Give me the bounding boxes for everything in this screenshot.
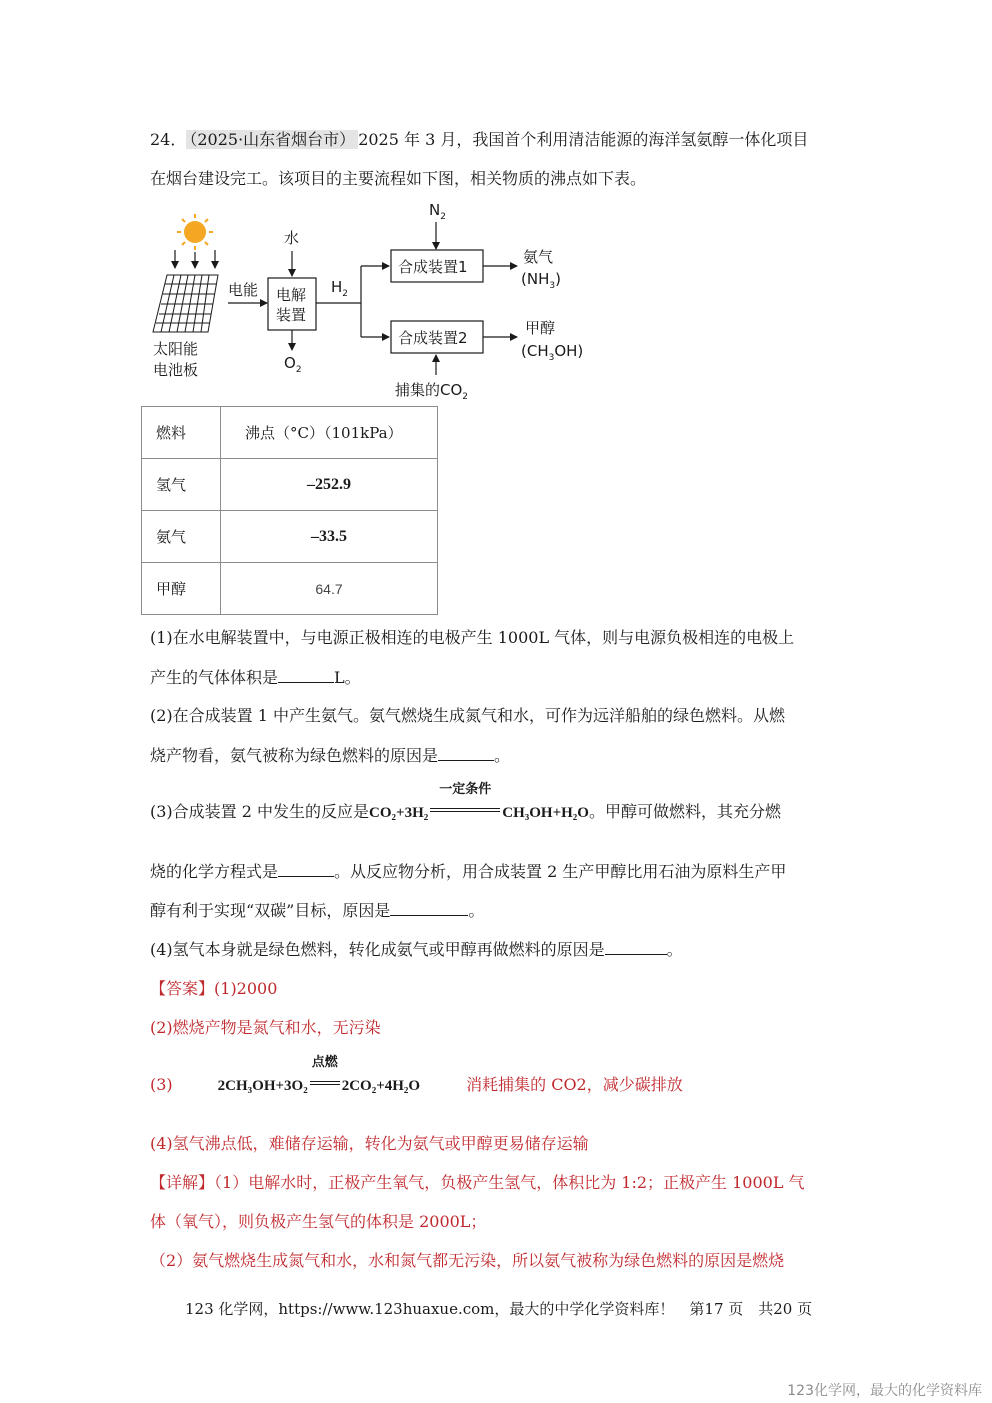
detail-label: 【详解】	[150, 1173, 215, 1192]
table-row	[142, 511, 438, 563]
q3-equation-left: CO₂+3H₂	[369, 805, 429, 821]
table-cell-bp: –252.9	[221, 459, 438, 511]
q3-equation-right: CH₃OH+H₂O	[502, 805, 589, 821]
table-cell-fuel: 氢气	[142, 459, 221, 511]
q3-text-d: 。从反应物分析，用合成装置 2 生产甲醇比用石油为原料生产甲	[334, 862, 787, 881]
question-intro-2: 在烟台建设完工。该项目的主要流程如下图，相关物质的沸点如下表。	[150, 169, 647, 188]
q2-line-1: (2)在合成装置 1 中产生氨气。氨气燃烧生成氮气和水，可作为远洋船舶的绿色燃料。从燃	[150, 706, 786, 725]
question-header	[150, 128, 808, 152]
q3-line-2	[150, 859, 786, 884]
table-header-row	[142, 407, 438, 459]
answer-3-condition-text: 点燃	[311, 1055, 338, 1070]
question-number: 24．	[150, 130, 187, 149]
q4-end: 。	[666, 940, 683, 959]
q2-line-2	[150, 743, 510, 768]
table-cell-fuel: 氨气	[142, 511, 221, 563]
table-cell-bp: 64.7	[221, 563, 438, 615]
boiling-point-table	[141, 406, 438, 615]
q1-unit: L。	[334, 668, 361, 687]
n2-label: $N_2$	[429, 201, 446, 222]
q3-text-b: 。甲醇可做燃料，其充分燃	[588, 802, 781, 821]
q3-equation-condition	[430, 782, 500, 817]
process-flow-diagram	[145, 200, 615, 405]
q1-line-1: (1)在水电解装置中，与电源正极相连的电极产生 1000L 气体，则与电源负极相连的电极上	[150, 628, 795, 647]
answer-3-equation-left: 2CH₃OH+3O₂	[217, 1078, 308, 1094]
detail-line-3: （2）氨气燃烧生成氮气和水，水和氮气都无污染，所以氨气被称为绿色燃料的原因是燃烧	[150, 1251, 785, 1270]
q3-text-c: 烧的化学方程式是	[150, 862, 279, 881]
sunlight-arrows	[175, 250, 215, 268]
product1-formula: $(NH_3)$	[521, 270, 561, 291]
synthesis-label-1: 合成装置1	[398, 258, 468, 276]
product2-name: 甲醇	[525, 319, 556, 337]
q1-line-2	[150, 665, 361, 690]
q3-line-1	[150, 782, 781, 825]
electrolysis-label-2: 装置	[276, 306, 307, 324]
product2-formula: $(CH_3OH)$	[521, 342, 584, 363]
table-row	[142, 459, 438, 511]
panel-label-2: 电池板	[153, 361, 199, 379]
watermark: 123化学网，最大的化学资料库	[787, 1383, 982, 1399]
answer-blank	[278, 859, 334, 877]
answer-1	[150, 977, 277, 1001]
table-cell-bp: –33.5	[221, 511, 438, 563]
answer-blank	[438, 743, 494, 761]
q4-line	[150, 937, 683, 962]
panel-label-1: 太阳能	[153, 340, 199, 358]
answer-3-note: 消耗捕集的 CO2，减少碳排放	[466, 1075, 683, 1094]
table-header-fuel: 燃料	[142, 407, 221, 459]
q3-end: 。	[468, 901, 485, 920]
answer-label: 【答案】	[150, 979, 215, 998]
detail-line-2: 体（氧气），则负极产生氢气的体积是 2000L；	[150, 1212, 487, 1231]
co2-label: 捕集的$CO_2$	[395, 381, 469, 402]
sun-icon	[177, 214, 213, 250]
detail-line-1	[150, 1171, 805, 1195]
answer-blank	[390, 898, 468, 916]
answer-blank	[278, 665, 334, 683]
table-header-bp: 沸点（°C）（101kPa）	[221, 407, 438, 459]
q3-condition-text: 一定条件	[439, 782, 492, 797]
q2-text: 烧产物看，氨气被称为绿色燃料的原因是	[150, 746, 439, 765]
power-label: 电能	[228, 281, 259, 299]
source-tag: （2025·山东省烟台市）	[186, 130, 358, 149]
answer-blank	[605, 937, 667, 955]
product1-name: 氨气	[523, 248, 554, 266]
answer-3	[150, 1055, 683, 1098]
answer-1-text: (1)2000	[214, 979, 278, 998]
table-cell-fuel: 甲醇	[142, 563, 221, 615]
q1-text: 产生的气体体积是	[150, 668, 279, 687]
q3-text-e: 醇有利于实现“双碳”目标，原因是	[150, 901, 391, 920]
solar-panel-icon	[153, 275, 218, 332]
page-footer: 123 化学网，https://www.123huaxue.com，最大的中学化学资料库！ 第17 页 共20 页	[185, 1300, 813, 1318]
detail-1-text: （1）电解水时，正极产生氧气，负极产生氢气，体积比为 1:2；正极产生 1000L 气	[214, 1173, 805, 1192]
o2-label: $O_2$	[284, 354, 302, 375]
synthesis-label-2: 合成装置2	[398, 329, 468, 347]
q2-end: 。	[494, 746, 511, 765]
q4-text: (4)氢气本身就是绿色燃料，转化成氨气或甲醇再做燃料的原因是	[150, 940, 605, 959]
q3-text: (3)合成装置 2 中发生的反应是	[150, 802, 370, 821]
answer-3-label: (3)	[150, 1075, 173, 1094]
question-intro-1: 2025 年 3 月，我国首个利用清洁能源的海洋氢氨醇一体化项目	[358, 130, 809, 149]
answer-2: (2)燃烧产物是氮气和水，无污染	[150, 1018, 381, 1037]
q3-line-3	[150, 898, 484, 923]
answer-3-equation-right: 2CO₂+4H₂O	[341, 1078, 421, 1094]
water-label: 水	[284, 229, 300, 247]
h2-label: $H_2$	[331, 278, 349, 299]
answer-4: (4)氢气沸点低，难储存运输，转化为氨气或甲醇更易储存运输	[150, 1134, 589, 1153]
table-row	[142, 563, 438, 615]
answer-3-equation-condition	[310, 1055, 340, 1090]
electrolysis-label-1: 电解	[276, 286, 307, 304]
